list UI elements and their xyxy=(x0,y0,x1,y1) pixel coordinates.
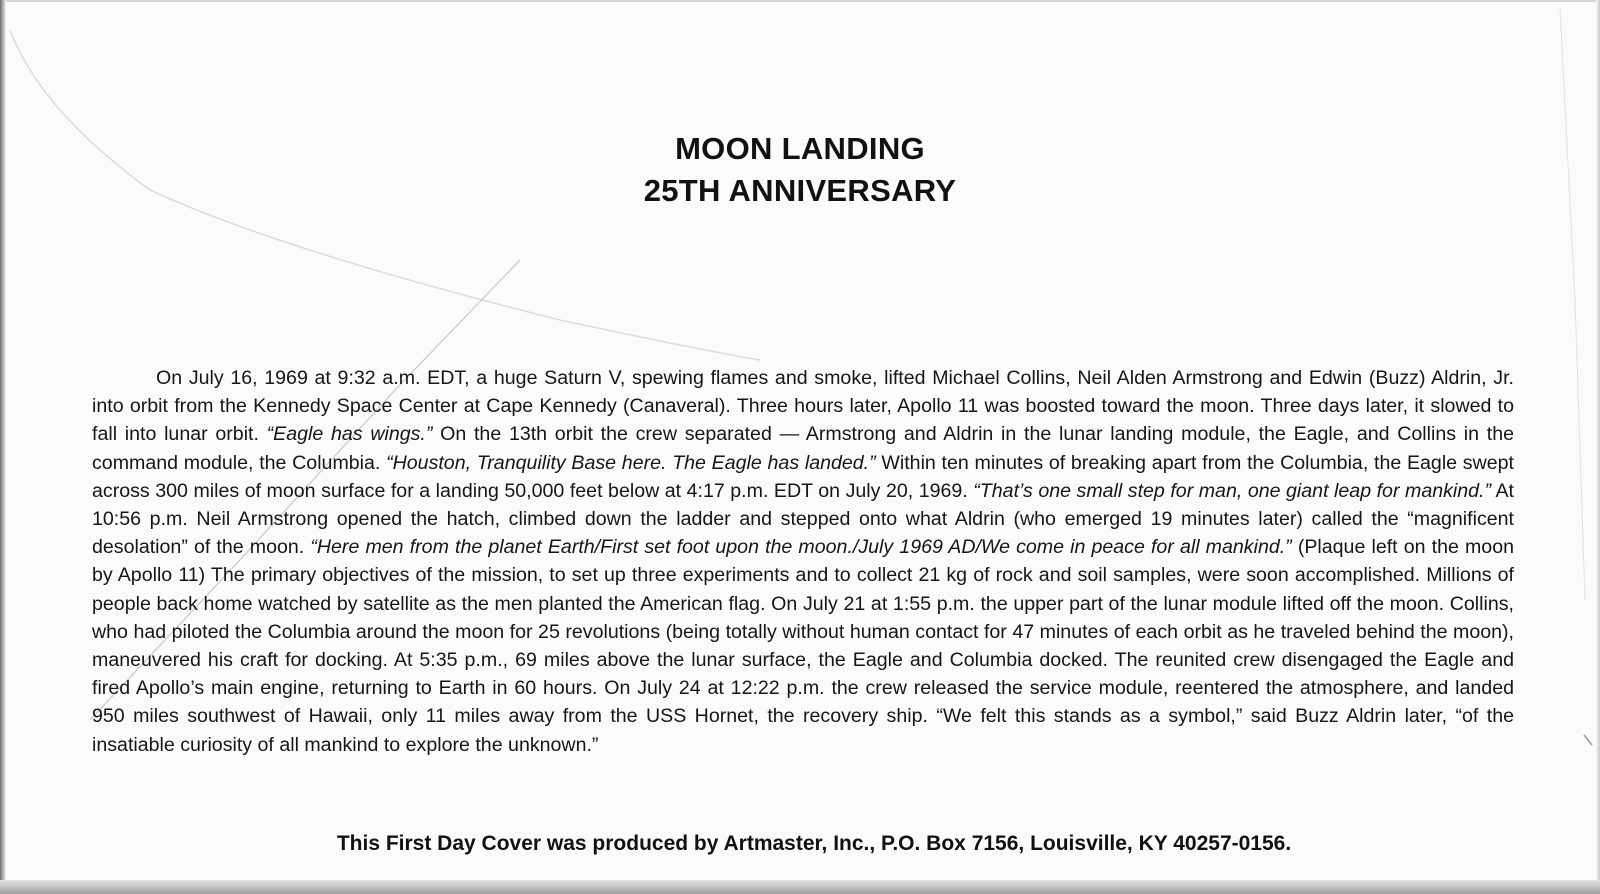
story-text: At 10:56 p.m. Neil Armstrong opened the hatch, climbed down the ladder and stepped onto what Aldrin (who emerged 19 minutes later) called the “magnificent desolation” of the moon. xyxy=(92,479,1514,559)
story-quote: “Here men from the planet Earth/First set foot upon the moon./July 1969 AD/We come in peace for all mankind.” xyxy=(310,536,1292,559)
story-text: (Plaque left on the moon by Apollo 11) The primary objectives of the mission, to set up three experiments and to collect 21 kg of rock and soil samples, were soon accomplished. Millions of people back home watched by satellite as the men planted the American flag. On July 21 at 1:55 p.m. the upper part of the lunar module lifted off the moon. Collins, who had piloted the Columbia around the moon for 25 revolutions (being totally without human contact for 47 minutes of each orbit as he traveled behind the moon), maneuvered his craft for docking. At 5:35 p.m., 69 miles above the lunar surface, the Eagle and Columbia docked. The reunited crew disengaged the Eagle and fired Apollo’s main engine, returning to Earth in 60 hours. On July 24 at 12:22 p.m. the crew released the service module, reentered the atmosphere, and landed 950 miles southwest of Hawaii, only 11 miles away from the USS Hornet, the recovery ship. “We felt this stands as a symbol,” said Buzz Aldrin later, “of the insatiable curiosity of all mankind to explore the unknown.” xyxy=(92,536,1514,756)
story-text: On the 13th orbit the crew separated — Armstrong and Aldrin in the lunar landing module, the Eagle, and Collins in the command module, the Columbia. xyxy=(92,423,1514,474)
story-paragraph xyxy=(92,364,1514,759)
story-quote: “Houston, Tranquility Base here. The Eagle has landed.” xyxy=(386,451,876,474)
flap-crease-right xyxy=(1560,8,1585,600)
producer-credit: This First Day Cover was produced by Artmaster, Inc., P.O. Box 7156, Louisville, KY 40257-0156. xyxy=(336,832,1292,855)
title-line-1: MOON LANDING xyxy=(675,131,925,166)
cover-title xyxy=(0,128,1600,212)
flap-mark-right xyxy=(1584,735,1592,745)
story-quote: “Eagle has wings.” xyxy=(266,423,433,446)
story-quote: “That’s one small step for man, one giant leap for mankind.” xyxy=(973,479,1492,502)
story-text: On July 16, 1969 at 9:32 a.m. EDT, a huge Saturn V, spewing flames and smoke, lifted Michael Collins, Neil Alden Armstrong and Edwin (Buzz) Aldrin, Jr. into orbit from the Kennedy Space Center at Cape Kennedy (Canaveral). Three hours later, Apollo 11 was boosted toward the moon. Three days later, it slowed to fall into lunar orbit. xyxy=(92,367,1514,446)
title-line-2: 25TH ANNIVERSARY xyxy=(643,173,957,208)
story-text: Within ten minutes of breaking apart from the Columbia, the Eagle swept across 300 miles of moon surface for a landing 50,000 feet below at 4:17 p.m. EDT on July 20, 1969. xyxy=(92,451,1514,502)
